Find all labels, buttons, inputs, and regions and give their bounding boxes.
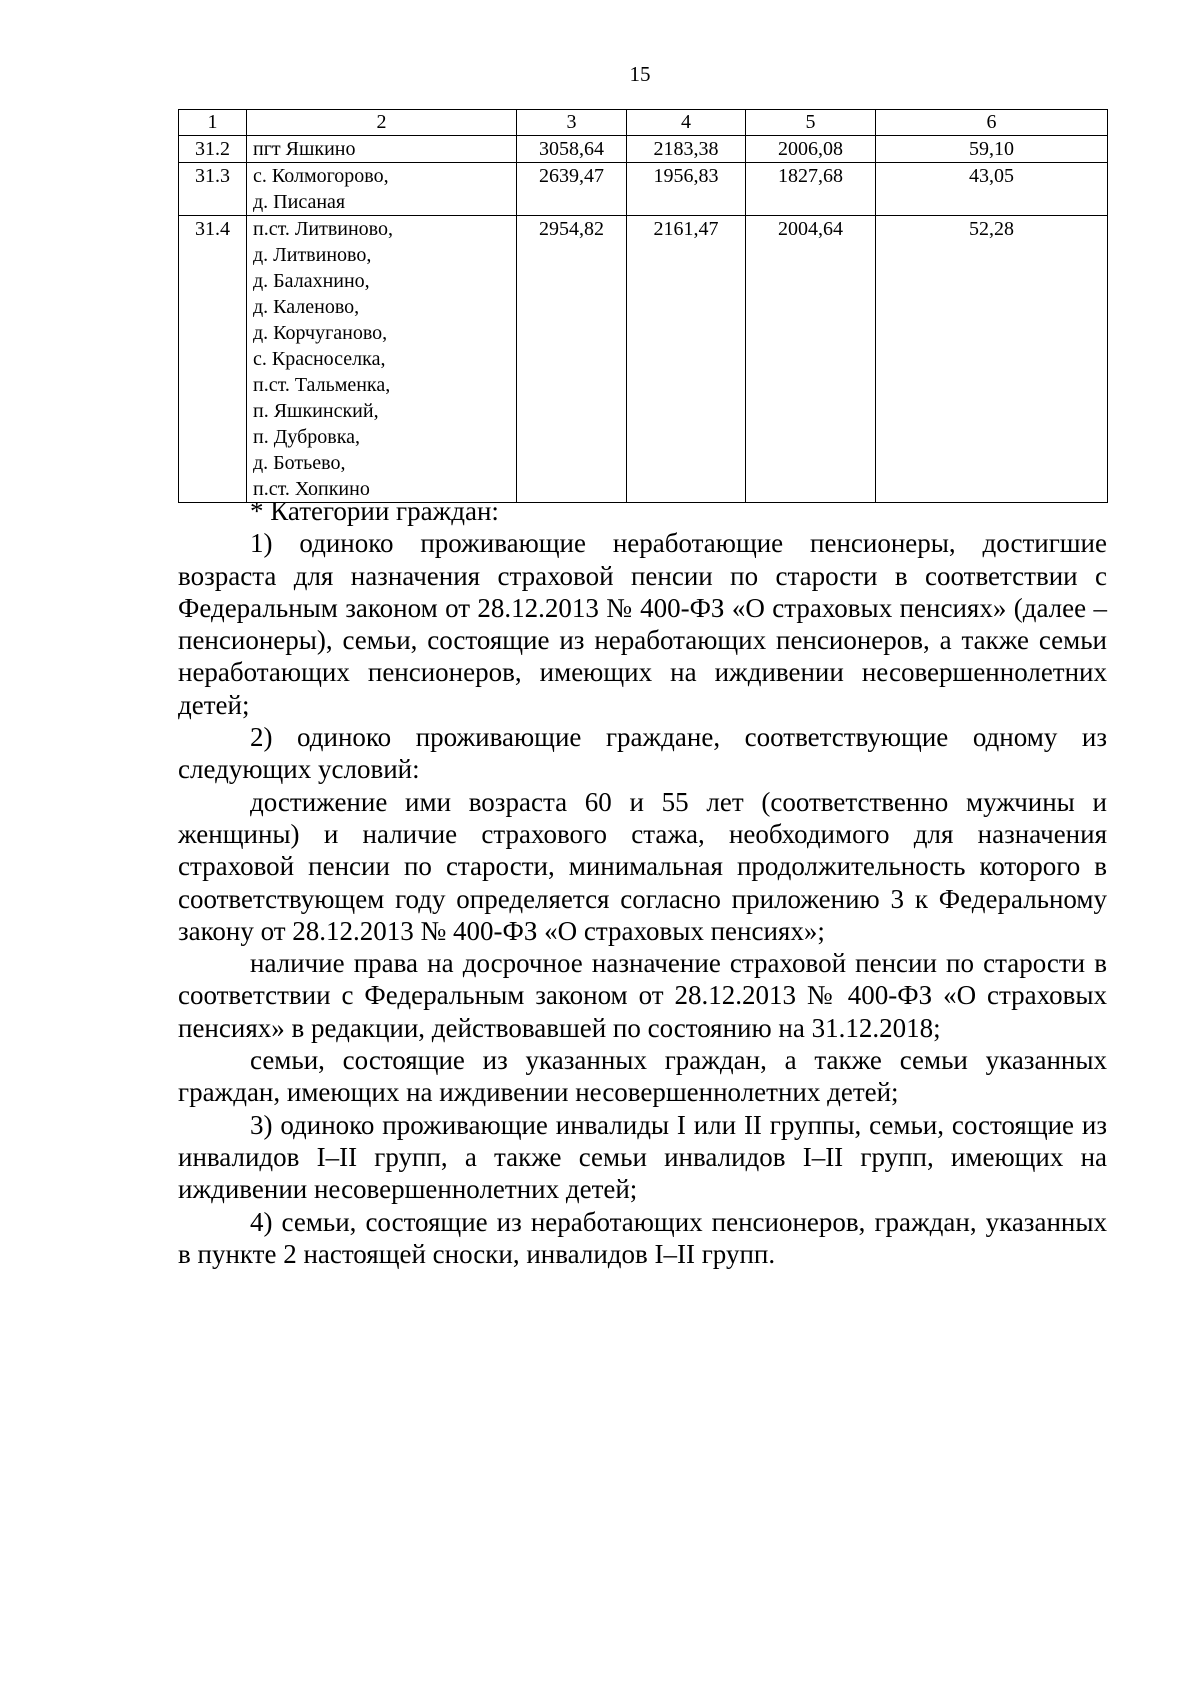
page-number: 15 bbox=[629, 62, 651, 86]
settlement-name: д. Балахнино, bbox=[253, 270, 370, 292]
settlement-name: д. Писаная bbox=[253, 191, 346, 213]
footnote-paragraph: 1) одиноко проживающие неработающие пенсионеры, достигшие возраста для назначения страховой пенсии по старости в соответствии с Федеральным законом от 28.12.2013 № 400-ФЗ «О страховых пенсиях» (далее – пенсионеры), семьи, состоящие из неработающих пенсионеров, а также семьи неработающих пенсионеров, имеющих на иждивении несовершеннолетних детей; bbox=[178, 528, 1107, 720]
footnote bbox=[178, 495, 1107, 1270]
table-row bbox=[179, 136, 1108, 163]
column-header: 1 bbox=[179, 110, 247, 136]
footnote-paragraph: 2) одиноко проживающие граждане, соответствующие одному из следующих условий: bbox=[178, 722, 1107, 785]
settlement-name: с. Красноселка, bbox=[253, 348, 386, 370]
settlement-name: п.ст. Хопкино bbox=[253, 478, 370, 500]
table-row bbox=[179, 163, 1108, 216]
row-number: 31.3 bbox=[179, 163, 247, 216]
settlement-name: п. Яшкинский, bbox=[253, 400, 379, 422]
settlement-name: с. Колмогорово, bbox=[253, 165, 389, 187]
footnote-heading: * Категории граждан: bbox=[250, 496, 499, 526]
row-number: 31.2 bbox=[179, 136, 247, 163]
value-cell: 59,10 bbox=[876, 136, 1108, 163]
settlement-name: п.ст. Тальменка, bbox=[253, 374, 391, 396]
value-cell: 2183,38 bbox=[627, 136, 746, 163]
footnote-paragraph: 3) одиноко проживающие инвалиды I или II группы, семьи, состоящие из инвалидов I–II групп, а также семьи инвалидов I–II групп, имеющих на иждивении несовершеннолетних детей; bbox=[178, 1109, 1107, 1205]
settlement-name: п. Дубровка, bbox=[253, 426, 360, 448]
column-header: 5 bbox=[746, 110, 876, 136]
value-cell: 2004,64 bbox=[746, 216, 876, 503]
settlement-name: пгт Яшкино bbox=[253, 138, 356, 160]
value-cell: 52,28 bbox=[876, 216, 1108, 503]
value-cell: 2006,08 bbox=[746, 136, 876, 163]
footnote-paragraph: наличие права на досрочное назначение страховой пенсии по старости в соответствии с Федеральным законом от 28.12.2013 № 400-ФЗ «О страховых пенсиях» в редакции, действовавшей по состоянию на 31.12.2018; bbox=[178, 948, 1107, 1043]
value-cell: 2954,82 bbox=[517, 216, 627, 503]
settlement-name: п.ст. Литвиново, bbox=[253, 218, 393, 240]
settlement-names bbox=[247, 163, 517, 216]
column-header: 6 bbox=[876, 110, 1108, 136]
value-cell: 2639,47 bbox=[517, 163, 627, 216]
table-row bbox=[179, 216, 1108, 503]
footnote-paragraph: 4) семьи, состоящие из неработающих пенсионеров, граждан, указанных в пункте 2 настоящей сноски, инвалидов I–II групп. bbox=[178, 1206, 1107, 1269]
tariff-table bbox=[178, 109, 1108, 503]
settlement-name: д. Каленово, bbox=[253, 296, 360, 318]
column-header: 4 bbox=[627, 110, 746, 136]
column-header: 2 bbox=[247, 110, 517, 136]
settlement-names bbox=[247, 136, 517, 163]
value-cell: 2161,47 bbox=[627, 216, 746, 503]
value-cell: 1827,68 bbox=[746, 163, 876, 216]
settlement-name: д. Ботьево, bbox=[253, 452, 346, 474]
settlement-names bbox=[247, 216, 517, 503]
footnote-paragraph: семьи, состоящие из указанных граждан, а также семьи указанных граждан, имеющих на иждивении несовершеннолетних детей; bbox=[178, 1045, 1107, 1108]
footnote-paragraph: достижение ими возраста 60 и 55 лет (соответственно мужчины и женщины) и наличие страхового стажа, необходимого для назначения страховой пенсии по старости, минимальная продолжительность которого в соответствующем году определяется согласно приложению 3 к Федеральному закону от 28.12.2013 № 400-ФЗ «О страховых пенсиях»; bbox=[178, 786, 1107, 946]
value-cell: 43,05 bbox=[876, 163, 1108, 216]
value-cell: 3058,64 bbox=[517, 136, 627, 163]
table-header-row bbox=[179, 110, 1108, 136]
column-header: 3 bbox=[517, 110, 627, 136]
settlement-name: д. Корчуганово, bbox=[253, 322, 388, 344]
value-cell: 1956,83 bbox=[627, 163, 746, 216]
settlement-name: д. Литвиново, bbox=[253, 244, 372, 266]
row-number: 31.4 bbox=[179, 216, 247, 503]
